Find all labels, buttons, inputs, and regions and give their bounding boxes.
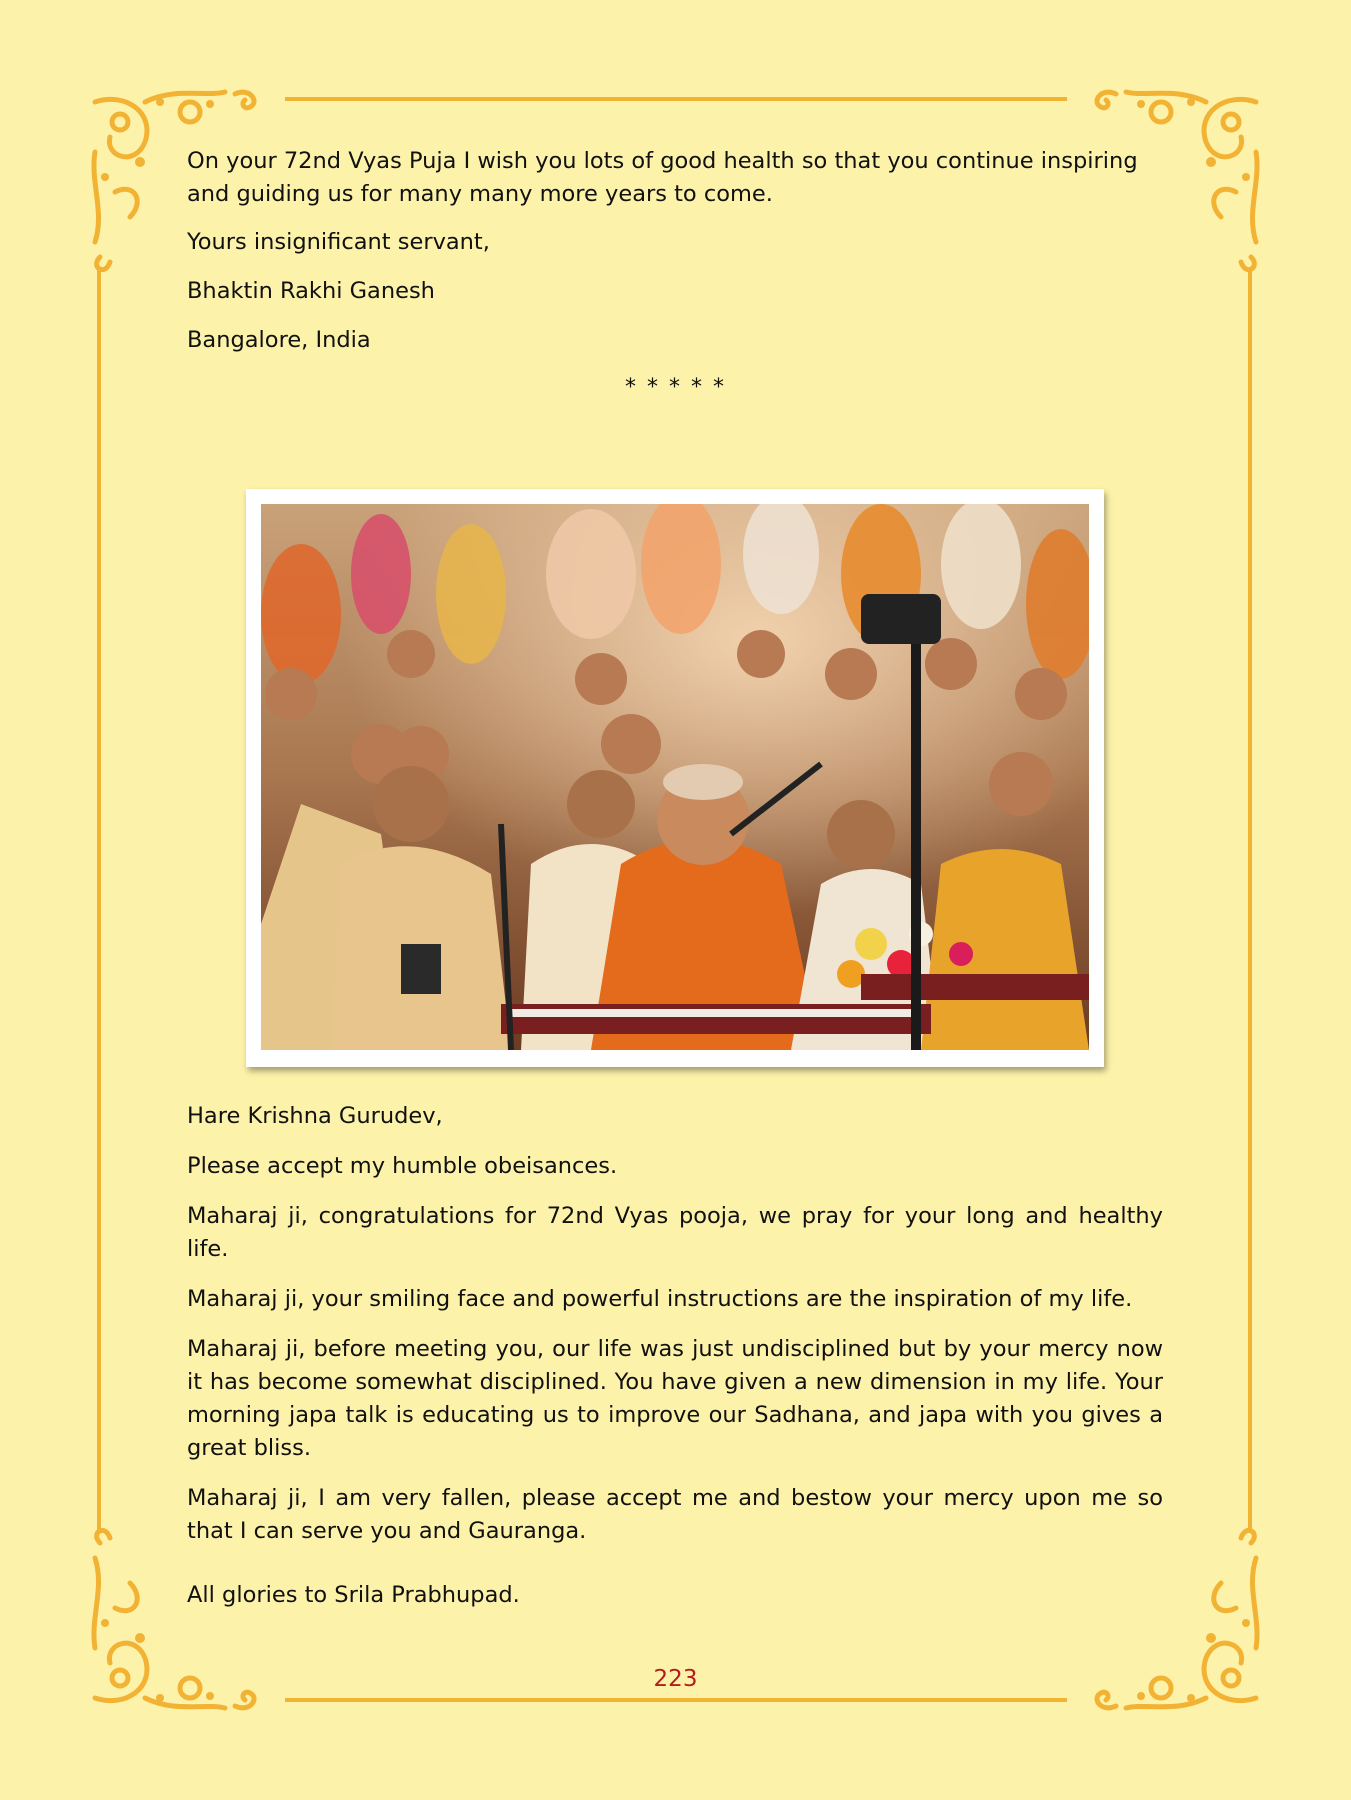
border-bottom-line bbox=[285, 1698, 1067, 1702]
bottom-letter-salutation: Hare Krishna Gurudev, bbox=[187, 1103, 443, 1129]
bottom-letter-obeisances: Please accept my humble obeisances. bbox=[187, 1153, 618, 1179]
top-letter-location: Bangalore, India bbox=[187, 327, 371, 353]
border-right-line bbox=[1248, 270, 1252, 1530]
top-letter-name: Bhaktin Rakhi Ganesh bbox=[187, 278, 435, 304]
top-letter-closing: Yours insignificant servant, bbox=[187, 229, 490, 255]
border-top-line bbox=[285, 97, 1067, 101]
page-number: 223 bbox=[653, 1666, 698, 1692]
bottom-letter-paragraph-4: Maharaj ji, I am very fallen, please accept me and bestow your mercy upon me so that I can serve you and Gauranga. bbox=[187, 1485, 1163, 1544]
bottom-letter-paragraph-1: Maharaj ji, congratulations for 72nd Vyas pooja, we pray for your long and healthy life. bbox=[187, 1203, 1163, 1262]
photo-frame bbox=[246, 489, 1104, 1067]
border-left-line bbox=[97, 270, 101, 1530]
top-letter-paragraph: On your 72nd Vyas Puja I wish you lots of good health so that you continue inspiring and guiding us for many many more years to come. bbox=[187, 148, 1138, 207]
bottom-letter-glories: All glories to Srila Prabhupad. bbox=[187, 1582, 520, 1608]
top-letter bbox=[187, 145, 1163, 373]
kirtan-photo bbox=[261, 504, 1089, 1050]
bottom-letter-paragraph-2: Maharaj ji, your smiling face and powerful instructions are the inspiration of my life. bbox=[187, 1286, 1133, 1312]
separator-stars: * * * * * bbox=[625, 375, 726, 400]
bottom-letter-paragraph-3: Maharaj ji, before meeting you, our life was just undisciplined but by your mercy now it has become somewhat disciplined. You have given a new dimension in my life. Your morning japa talk is educating us to improve our Sadhana, and japa with you gives a great bliss. bbox=[187, 1336, 1163, 1461]
bottom-letter bbox=[187, 1100, 1163, 1565]
